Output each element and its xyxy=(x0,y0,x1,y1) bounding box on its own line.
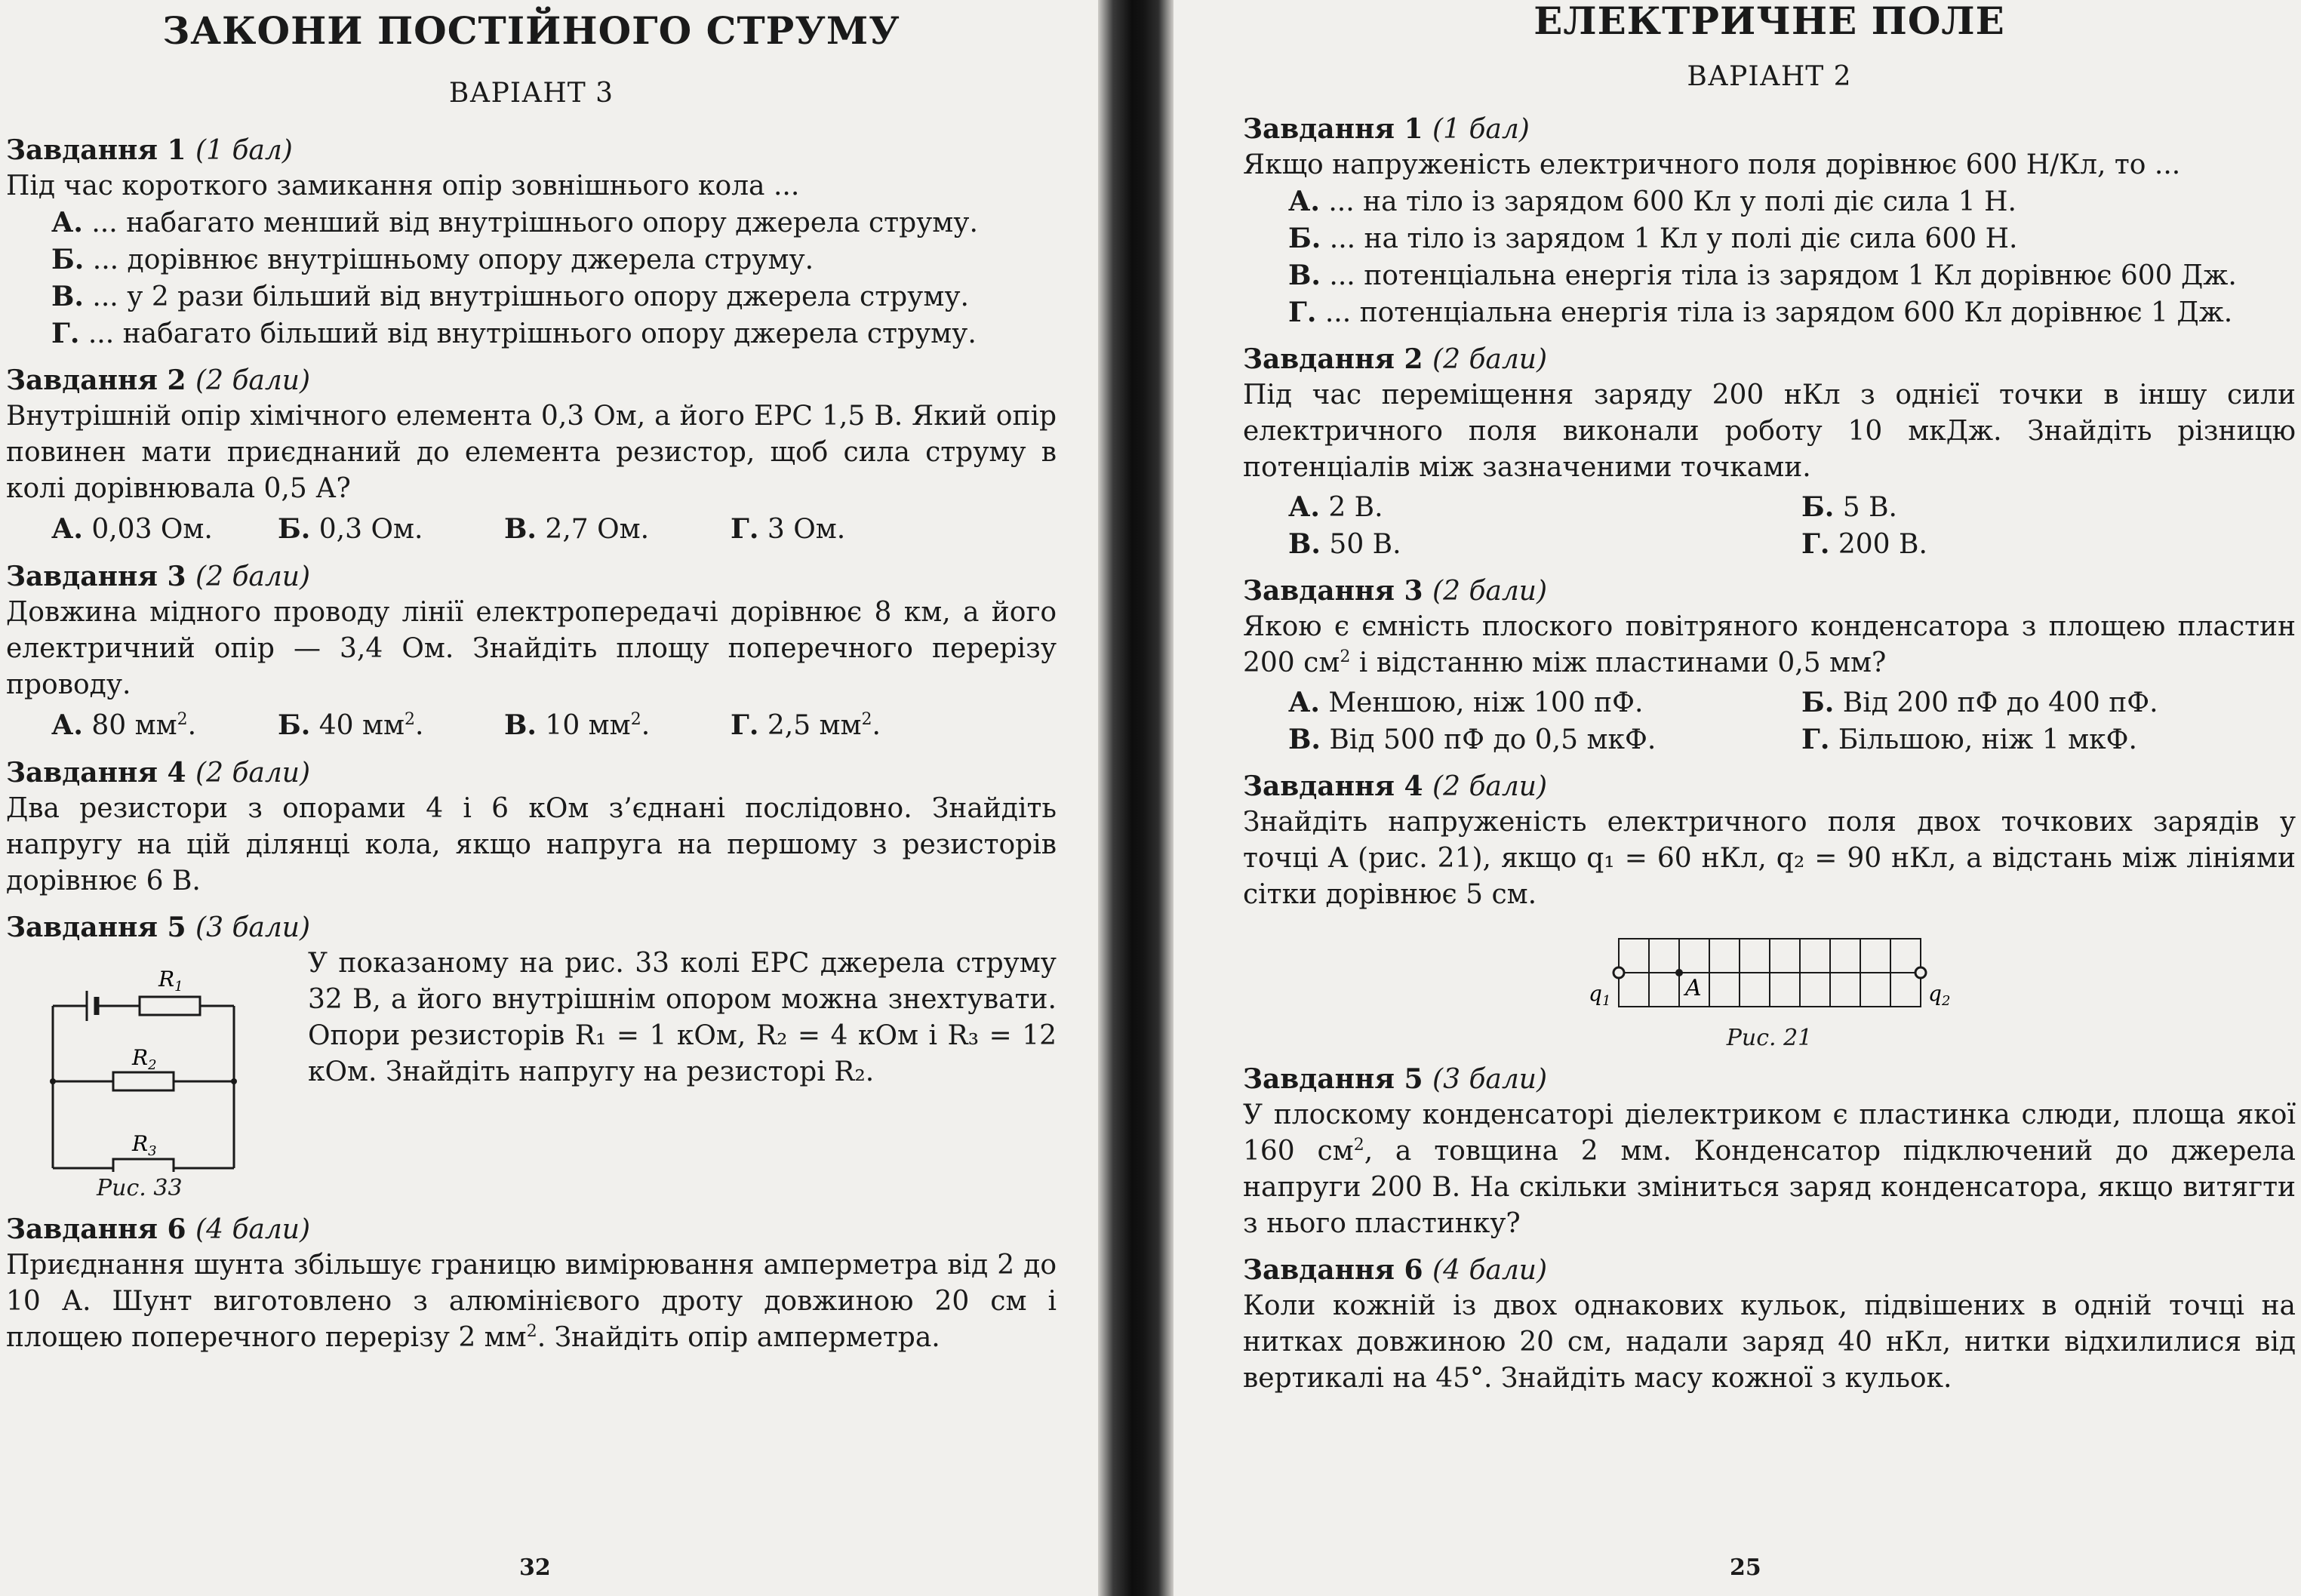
question-text: . Знайдіть опір амперметра. xyxy=(537,1322,940,1353)
task-points: (3 бали) xyxy=(195,912,311,943)
option-letter: А. xyxy=(51,513,83,545)
option-text: Від 500 пФ до 0,5 мкФ. xyxy=(1329,724,1657,755)
answer-d xyxy=(731,706,957,745)
task-question: Якщо напруженість електричного поля дорівнює 600 Н/Кл, то ... xyxy=(1243,149,2181,180)
option-letter: Б. xyxy=(1801,491,1835,523)
answer-grid xyxy=(1243,489,2296,563)
option-text: 10 мм xyxy=(545,710,631,741)
answer-c xyxy=(504,510,731,549)
answer-options xyxy=(1243,183,2296,331)
option-text: ... у 2 рази більший від внутрішнього опору джерела струму. xyxy=(92,281,969,312)
task-label: Завдання 1 xyxy=(6,134,186,166)
option-letter: Б. xyxy=(1288,223,1321,254)
option-letter: Г. xyxy=(51,318,80,349)
option-text: ... набагато більший від внутрішнього опору джерела струму. xyxy=(88,318,977,349)
task-question: Два резистори з опорами 4 і 6 кОм з’єднані послідовно. Знайдіть напругу на цій ділянці кола, якщо напруга на першому з резисторів дорівнює 6 В. xyxy=(6,793,1057,896)
answer-a xyxy=(1288,489,1801,526)
answer-options xyxy=(6,204,1057,352)
question-text: , а товщина 2 мм. Конденсатор підключений до джерела напруги 200 В. На скільки зміниться заряд конденсатора, якщо витягти з нього пластинку? xyxy=(1243,1136,2296,1239)
answer-b xyxy=(278,706,504,745)
option-letter: А. xyxy=(1288,186,1320,217)
answer-a xyxy=(51,510,278,549)
answer-b xyxy=(278,510,504,549)
task-5 xyxy=(1243,1062,2296,1242)
task-points: (1 бал) xyxy=(1432,114,1530,145)
task-points: (2 бали) xyxy=(195,758,311,789)
left-page xyxy=(0,0,1098,1596)
answer-b xyxy=(1801,684,2301,721)
option-letter: Г. xyxy=(731,709,759,741)
task-title xyxy=(1243,1253,2296,1288)
option-letter: Г. xyxy=(1288,297,1317,328)
task-question xyxy=(1243,1097,2296,1242)
option-end: . xyxy=(415,710,424,741)
option-text: ... на тіло із зарядом 1 Кл у полі діє сила 600 Н. xyxy=(1329,223,2018,254)
option-text: ... дорівнює внутрішньому опору джерела струму. xyxy=(92,244,814,275)
task-5-body xyxy=(6,946,1057,1201)
option-d xyxy=(51,315,1057,352)
answer-a xyxy=(51,706,278,745)
task-question xyxy=(6,1247,1057,1356)
task-label: Завдання 5 xyxy=(1243,1063,1423,1095)
option-letter: А. xyxy=(51,207,83,238)
superscript: 2 xyxy=(861,710,872,729)
variant-heading: ВАРІАНТ 2 xyxy=(1687,61,1852,92)
option-letter: В. xyxy=(1288,260,1321,291)
task-label: Завдання 5 xyxy=(6,912,186,943)
label-a: A xyxy=(1684,975,1702,1001)
superscript: 2 xyxy=(405,710,416,729)
option-c xyxy=(51,278,1057,315)
page-number: 32 xyxy=(519,1554,551,1581)
task-title xyxy=(1243,769,2296,804)
option-letter: В. xyxy=(504,709,537,741)
task-label: Завдання 6 xyxy=(6,1213,186,1245)
task-title xyxy=(6,910,1057,946)
task-label: Завдання 2 xyxy=(6,364,186,396)
option-b xyxy=(1288,220,2296,257)
option-text: 2,5 мм xyxy=(767,710,862,741)
superscript: 2 xyxy=(177,710,188,729)
charge-q1 xyxy=(1613,967,1624,978)
option-text: ... потенціальна енергія тіла із зарядом 600 Кл дорівнює 1 Дж. xyxy=(1324,297,2233,328)
answer-a xyxy=(1288,684,1801,721)
option-text: 3 Ом. xyxy=(767,514,846,545)
answer-d xyxy=(1801,526,2301,563)
option-text: 0,3 Ом. xyxy=(318,514,423,545)
task-2 xyxy=(1243,342,2296,563)
task-points: (4 бали) xyxy=(1432,1255,1548,1286)
task-3 xyxy=(1243,574,2296,758)
task-label: Завдання 4 xyxy=(1243,770,1423,802)
superscript: 2 xyxy=(1340,647,1351,666)
task-title xyxy=(1243,112,2296,147)
option-end: . xyxy=(641,710,651,741)
option-letter: В. xyxy=(51,281,84,312)
option-d xyxy=(1288,294,2296,331)
figure-caption: Рис. 33 xyxy=(97,1175,183,1201)
point-a xyxy=(1675,969,1683,976)
option-letter: Б. xyxy=(278,513,311,545)
grid-figure xyxy=(1243,931,2296,1051)
label-q1: $q_1$ xyxy=(1588,981,1610,1009)
option-text: 0,03 Ом. xyxy=(91,514,213,545)
option-text: Від 200 пФ до 400 пФ. xyxy=(1842,687,2158,718)
resistor-r2 xyxy=(113,1072,174,1090)
book-spine xyxy=(1098,0,1174,1596)
task-question: Довжина мідного проводу лінії електропередачі дорівнює 8 км, а його електричний опір — 3,4 Ом. Знайдіть площу поперечного перерізу проводу. xyxy=(6,597,1057,700)
answer-d xyxy=(1801,721,2301,758)
label-r3: $R_3$ xyxy=(132,1131,157,1159)
option-text: ... потенціальна енергія тіла із зарядом 1 Кл дорівнює 600 Дж. xyxy=(1329,260,2237,291)
option-letter: Г. xyxy=(1801,724,1830,755)
task-2 xyxy=(6,363,1057,549)
option-c xyxy=(1288,257,2296,294)
answer-d xyxy=(731,510,957,549)
option-text: ... на тіло із зарядом 600 Кл у полі діє сила 1 Н. xyxy=(1328,186,2016,217)
option-letter: Б. xyxy=(278,709,311,741)
task-4 xyxy=(6,755,1057,899)
task-title xyxy=(6,1212,1057,1247)
answer-c xyxy=(1288,721,1801,758)
task-title xyxy=(6,559,1057,595)
answer-row xyxy=(6,706,1057,745)
task-4 xyxy=(1243,769,2296,1051)
page-title: ЗАКОНИ ПОСТІЙНОГО СТРУМУ xyxy=(162,8,900,53)
option-end: . xyxy=(187,710,197,741)
option-text: 80 мм xyxy=(91,710,177,741)
superscript: 2 xyxy=(526,1322,537,1341)
task-5 xyxy=(6,910,1057,1201)
junction-left xyxy=(50,1078,56,1084)
task-6 xyxy=(6,1212,1057,1356)
option-letter: В. xyxy=(1288,528,1321,560)
task-question: У показаному на рис. 33 колі ЕРС джерела струму 32 В, а його внутрішнім опором можна знехтувати. Опори резисторів R₁ = 1 кОм, R₂ = 4 кОм і R₃ = 12 кОм. Знайдіть напругу на резисторі R₂. xyxy=(308,948,1057,1087)
task-points: (2 бали) xyxy=(195,365,311,396)
circuit-figure xyxy=(6,946,300,1201)
label-r1: $R_1$ xyxy=(158,967,183,995)
task-question: Коли кожній із двох однакових кульок, підвішених в одній точці на нитках довжиною 20 см, надали заряд 40 нКл, нитки відхилилися від вертикалі на 45°. Знайдіть масу кожної з кульок. xyxy=(1243,1290,2296,1394)
question-text: і відстанню між пластинами 0,5 мм? xyxy=(1350,647,1887,678)
figure-caption: Рис. 21 xyxy=(1726,1025,1813,1051)
task-points: (4 бали) xyxy=(195,1214,311,1245)
option-a xyxy=(1288,183,2296,220)
resistor-r1 xyxy=(140,997,200,1015)
circuit-diagram xyxy=(45,953,294,1172)
charge-q2 xyxy=(1915,967,1926,978)
resistor-r3 xyxy=(113,1159,174,1172)
task-question xyxy=(1243,609,2296,681)
task-title xyxy=(1243,574,2296,609)
superscript: 2 xyxy=(1353,1136,1364,1155)
option-text: 40 мм xyxy=(318,710,405,741)
question-text: Якою є ємність плоского повітряного конденсатора з площею пластин 200 см xyxy=(1243,611,2296,678)
answer-c xyxy=(1288,526,1801,563)
answer-grid xyxy=(1243,684,2296,758)
option-text: 2 В. xyxy=(1328,492,1383,523)
task-title xyxy=(1243,1062,2296,1097)
task-3 xyxy=(6,559,1057,745)
option-letter: А. xyxy=(1288,491,1320,523)
task-question: Знайдіть напруженість електричного поля двох точкових зарядів у точці A (рис. 21), якщо q₁ = 60 нКл, q₂ = 90 нКл, а відстань між лініями сітки дорівнює 5 см. xyxy=(1243,807,2296,910)
option-text: Меншою, ніж 100 пФ. xyxy=(1328,687,1644,718)
task-points: (3 бали) xyxy=(1432,1064,1548,1095)
page-title: ЕЛЕКТРИЧНЕ ПОЛЕ xyxy=(1533,0,2005,43)
task-label: Завдання 3 xyxy=(1243,575,1423,607)
task-question: Під час короткого замикання опір зовнішнього кола ... xyxy=(6,171,800,201)
charges-grid xyxy=(1573,931,1966,1022)
task-title xyxy=(6,133,1057,168)
junction-right xyxy=(231,1078,237,1084)
task-points: (1 бал) xyxy=(195,135,293,166)
option-letter: В. xyxy=(504,513,537,545)
label-r2: $R_2$ xyxy=(132,1045,157,1073)
option-letter: В. xyxy=(1288,724,1321,755)
option-text: ... набагато менший від внутрішнього опору джерела струму. xyxy=(91,208,978,238)
task-label: Завдання 2 xyxy=(1243,343,1423,375)
option-letter: Г. xyxy=(731,513,759,545)
task-points: (2 бали) xyxy=(1432,771,1548,802)
option-a xyxy=(51,204,1057,241)
task-label: Завдання 6 xyxy=(1243,1254,1423,1286)
answer-row xyxy=(6,510,1057,549)
option-text: Більшою, ніж 1 мкФ. xyxy=(1838,724,2137,755)
task-points: (2 бали) xyxy=(1432,576,1548,607)
superscript: 2 xyxy=(630,710,641,729)
option-text: 2,7 Ом. xyxy=(545,514,650,545)
task-question: Внутрішній опір хімічного елемента 0,3 Ом, а його ЕРС 1,5 В. Який опір повинен мати приєднаний до елемента резистор, щоб сила струму в колі дорівнювала 0,5 А? xyxy=(6,401,1057,504)
task-title xyxy=(6,363,1057,398)
task-6 xyxy=(1243,1253,2296,1397)
answer-b xyxy=(1801,489,2301,526)
option-text: 200 В. xyxy=(1838,529,1927,560)
option-end: . xyxy=(872,710,881,741)
task-1 xyxy=(1243,112,2296,331)
option-letter: А. xyxy=(51,709,83,741)
question-text: Приєднання шунта збільшує границю вимірювання амперметра від 2 до 10 А. Шунт виготовлено з алюмінієвого дроту довжиною 20 см і площею поперечного перерізу 2 мм xyxy=(6,1250,1057,1353)
task-label: Завдання 1 xyxy=(1243,113,1423,145)
option-letter: Г. xyxy=(1801,528,1830,560)
option-text: 5 В. xyxy=(1842,492,1897,523)
option-letter: Б. xyxy=(51,244,85,275)
task-title xyxy=(1243,342,2296,377)
page-number: 25 xyxy=(1730,1554,1761,1581)
task-label: Завдання 4 xyxy=(6,757,186,789)
option-text: 50 В. xyxy=(1329,529,1401,560)
label-q2: $q_2$ xyxy=(1927,981,1950,1009)
option-letter: Б. xyxy=(1801,687,1835,718)
task-question: Під час переміщення заряду 200 нКл з однієї точки в іншу сили електричного поля виконали роботу 10 мкДж. Знайдіть різницю потенціалів між зазначеними точками. xyxy=(1243,380,2296,483)
task-title xyxy=(6,755,1057,791)
task-label: Завдання 3 xyxy=(6,561,186,592)
variant-heading: ВАРІАНТ 3 xyxy=(448,78,614,109)
task-1 xyxy=(6,133,1057,352)
right-page xyxy=(1174,0,2301,1596)
task-points: (2 бали) xyxy=(1432,344,1548,375)
question-text: У плоскому конденсаторі діелектриком є пластинка слюди, площа якої 160 см xyxy=(1243,1099,2296,1167)
answer-c xyxy=(504,706,731,745)
option-letter: А. xyxy=(1288,687,1320,718)
option-b xyxy=(51,241,1057,278)
task-points: (2 бали) xyxy=(195,561,311,592)
